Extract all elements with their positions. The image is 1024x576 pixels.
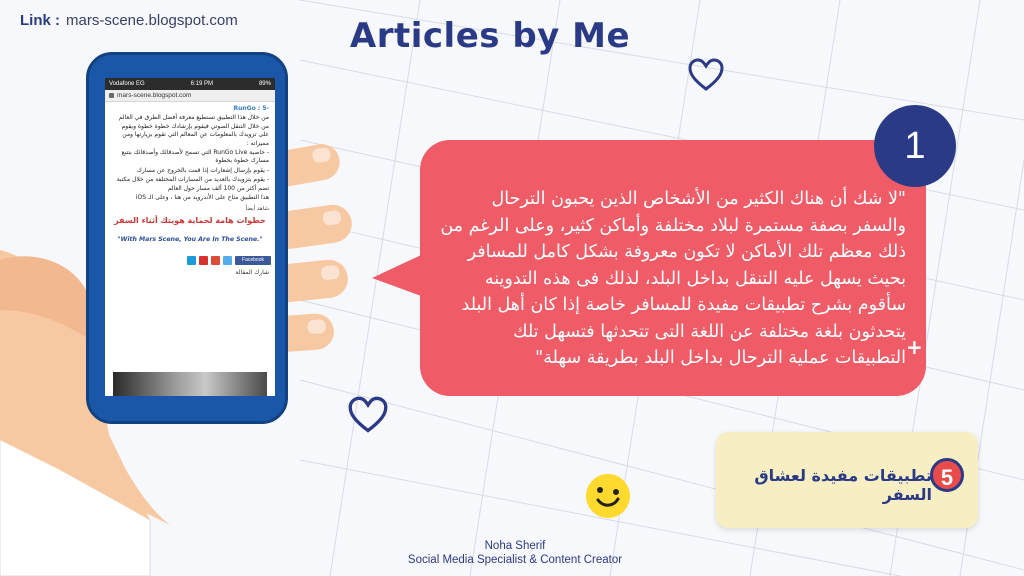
see-also-label: شاهد أيضاً [245,206,269,213]
author-name: Noha Sherif [484,540,546,552]
battery-label: 89% [258,81,271,87]
plus-icon: + [906,335,923,359]
browser-url: mars-scene.blogspot.com [117,92,192,99]
article-item-label: -5 : RunGo [233,105,269,112]
phone-article [105,102,275,244]
phone-mockup [86,52,288,424]
author-credit [390,539,640,567]
share-pinterest-icon[interactable] [199,256,208,265]
article-paragraph: من خلال هذا التطبيق تستطيع معرفة أفضل الطرق في العالم من خلال التنقل الصوتي فيقوم بإرشادك خطوة خطوة ويقوم على تزويدك بالمعلومات عن المعالم التي تقوم بزيارتها ومن مميزاته : [118,114,269,147]
article-feature-1: - خاصية RunGo Live التي تسمح لأصدقائك وأصدقائك بتتبع مسارك خطوة بخطوة [121,149,269,165]
phone-screen [105,78,275,396]
author-role: Social Media Specialist & Content Creator [407,554,623,566]
article-availability[interactable]: هذا التطبيق متاح على الأندرويد من هنا ، وعلى الـ iOS [135,194,269,202]
share-facebook-button[interactable]: Facebook [235,256,271,265]
article-feature-2: - يقوم بإرسال إشعارات إذا قمت بالخروج عن مسارك [136,166,269,174]
emoji-face-icon [584,472,632,520]
heart-icon [348,396,388,434]
blog-slogan: "With Mars Scene, You Are In The Scene." [117,235,263,243]
step-number-badge: 1 [874,105,956,187]
share-article-label: شارك المقالة [235,269,269,277]
carrier-label: Vodafone EG [109,81,145,87]
related-headline[interactable]: خطوات هامة لحماية هويتك أثناء السفر [114,215,266,225]
page-title: Articles by Me [349,16,631,56]
count-badge: 5 [930,458,964,492]
article-feature-3: - يقوم بتزويدك بالعديد من المسارات المختلفة من خلال مكتبة تضم أكثر من 100 ألف مسار حول العالم [116,176,269,192]
heart-icon [688,58,724,92]
link-url[interactable]: mars-scene.blogspot.com [66,12,238,29]
share-twitter-icon[interactable] [223,256,232,265]
quote-text: "لا شك أن هناك الكثير من الأشخاص الذين يحبون الترحال والسفر بصفة مستمرة لبلاد مختلفة وأماكن كثير، وعلى الرغم من ذلك معظم تلك الأماكن لا تكون معروفة بشكل كامل للمسافر بحيث يسهل عليه التنقل بداخل البلد، لذلك فى هذه التدوينه سأقوم بشرح تطبيقات مفيدة للمسافر خاصة إذا كان أهل البلد يتحدثون بلغة مختلفة عن اللغة التى تتحدثها فتسهل تلك التطبيقات عملية الترحال بداخل البلد بطريقة سهلة" [440,189,906,368]
article-image [113,372,267,396]
share-buttons [105,256,275,265]
phone-status-bar [105,78,275,90]
post-card-title[interactable]: تطبيقات مفيدة لعشاق السفر [754,466,932,504]
link-label: Link : [20,12,60,29]
share-google-icon[interactable] [211,256,220,265]
share-linkedin-icon[interactable] [187,256,196,265]
browser-url-bar[interactable] [105,90,275,102]
clock-label: 6:19 PM [190,81,214,87]
lock-icon [109,93,114,98]
